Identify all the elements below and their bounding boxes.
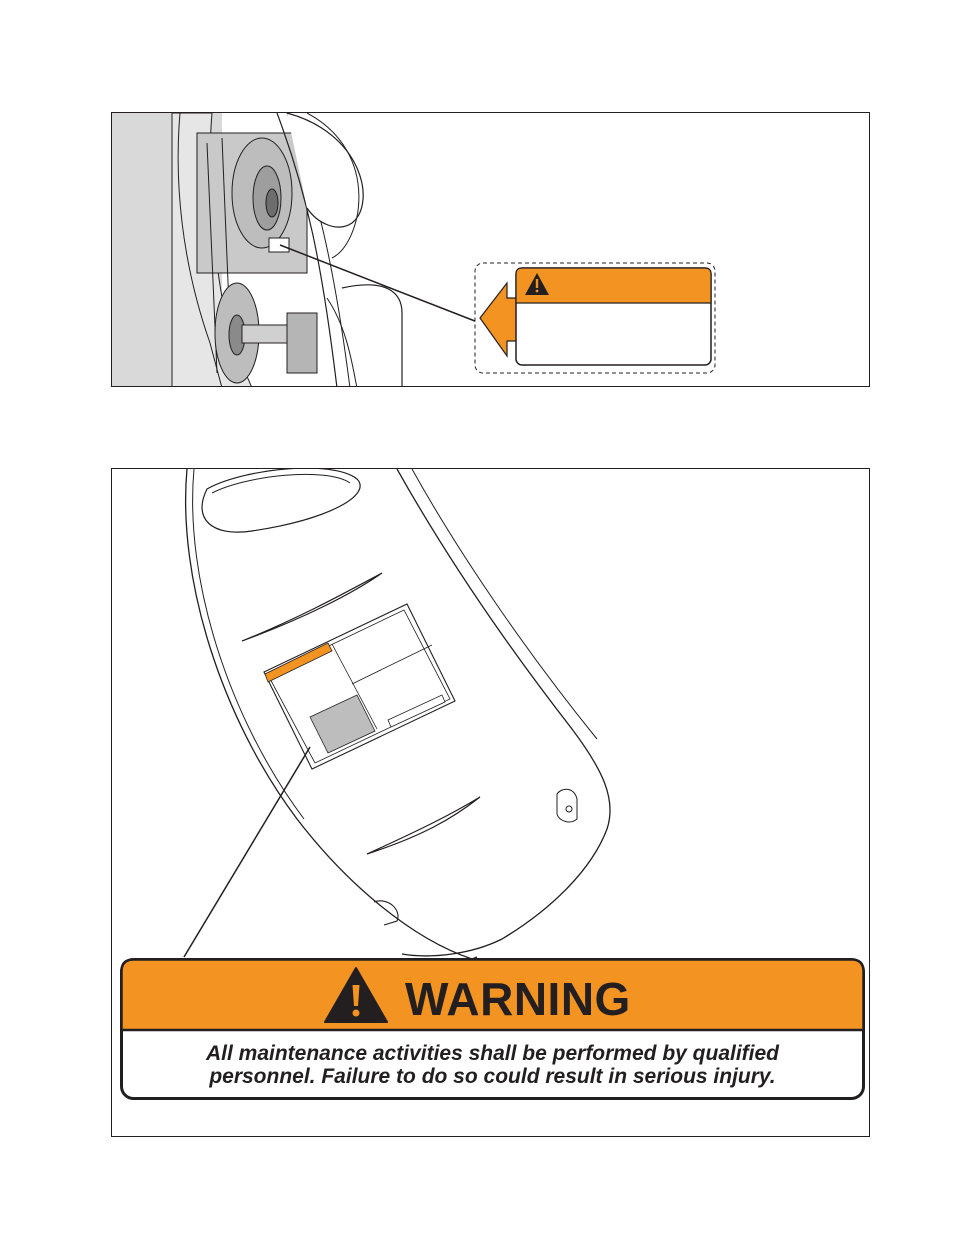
warning-message-line1: All maintenance activities shall be performed by qualified xyxy=(206,1042,779,1065)
label-leader-line xyxy=(184,747,310,957)
warning-title: WARNING xyxy=(405,973,631,1025)
machine-label-location xyxy=(269,238,289,252)
top-illustration-panel xyxy=(111,112,870,387)
cover-label-sheet xyxy=(264,604,455,769)
warning-message-line2: personnel. Failure to do so could result in serious injury. xyxy=(209,1065,776,1088)
bottom-illustration-panel xyxy=(111,468,870,1137)
warning-label xyxy=(120,958,865,1100)
machine-side-view-drawing xyxy=(112,113,870,387)
mini-warning-header xyxy=(516,268,711,303)
